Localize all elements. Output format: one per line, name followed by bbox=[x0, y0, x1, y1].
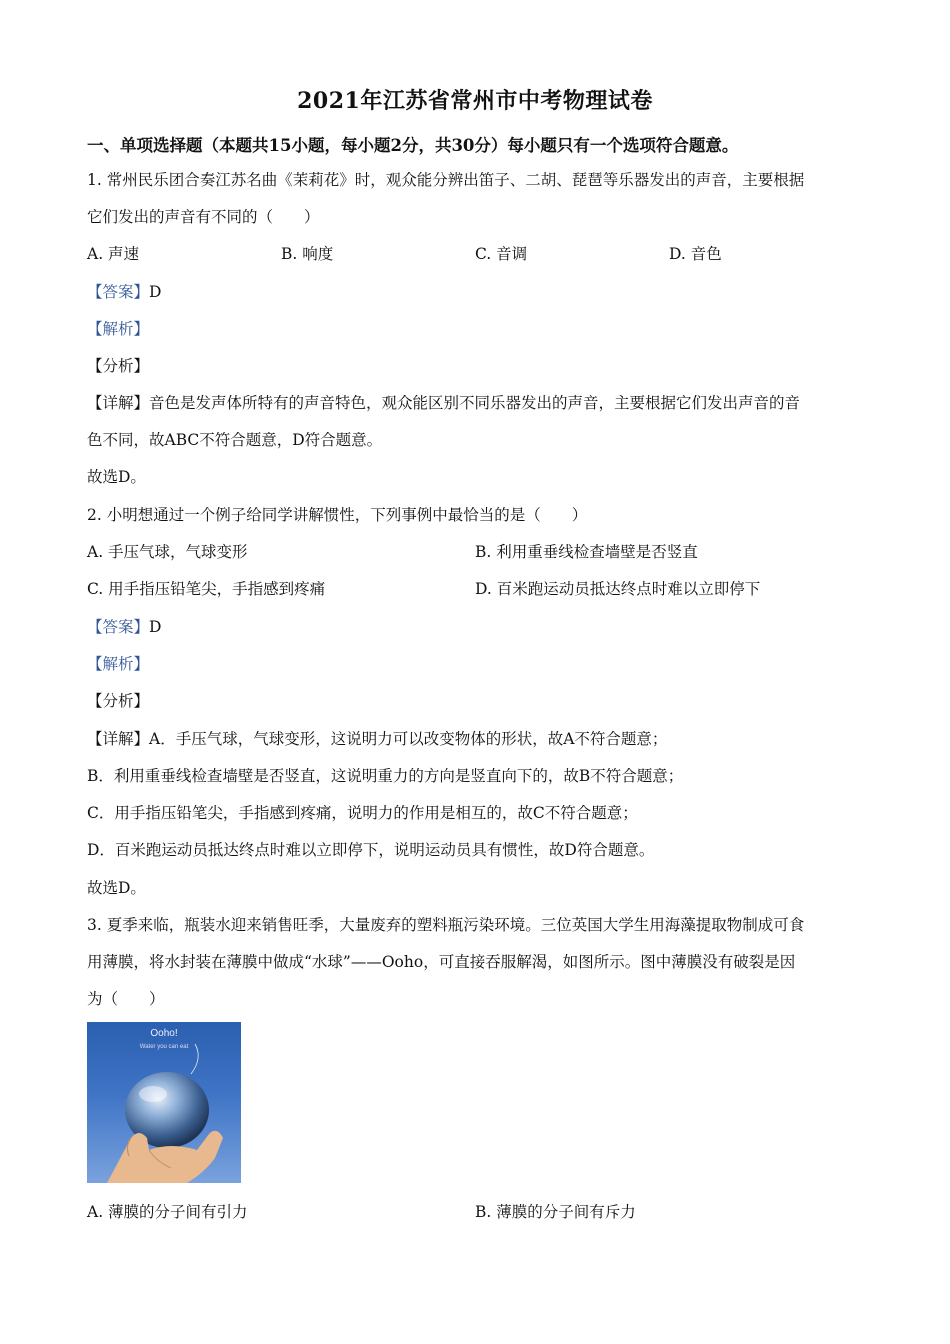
q1-stem-line2: 它们发出的声音有不同的（ ） bbox=[87, 208, 320, 226]
q2-option-d: D. 百米跑运动员抵达终点时难以立即停下 bbox=[475, 580, 761, 598]
water-ball-illustration bbox=[87, 1022, 241, 1183]
q2-analysis-tag: 【解析】 bbox=[87, 655, 150, 673]
q2-option-a: A. 手压气球，气球变形 bbox=[87, 543, 248, 561]
figure-subtitle: Water you can eat bbox=[139, 1044, 189, 1050]
detail-tag: 【详解】 bbox=[87, 394, 150, 412]
q2-stem-line1: 2. 小明想通过一个例子给同学讲解惯性，下列事例中最恰当的是（ ） bbox=[87, 506, 588, 524]
q3-option-a: A. 薄膜的分子间有引力 bbox=[87, 1203, 248, 1221]
section-heading: 一、单项选择题（本题共15小题，每小题2分，共30分）每小题只有一个选项符合题意。 bbox=[87, 136, 739, 155]
q3-stem-line3: 为（ ） bbox=[87, 990, 165, 1008]
answer-tag: 【答案】 bbox=[87, 618, 150, 636]
q2-option-c: C. 用手指压铅笔尖，手指感到疼痛 bbox=[87, 580, 326, 598]
q2-fenxi: 【分析】 bbox=[87, 692, 150, 710]
q2-answer bbox=[87, 617, 161, 637]
q2-detail-line2: B．利用重垂线检查墙壁是否竖直，这说明重力的方向是竖直向下的，故B不符合题意； bbox=[87, 767, 684, 785]
answer-tag: 【答案】 bbox=[87, 283, 150, 301]
detail-text: A．手压气球，气球变形，这说明力可以改变物体的形状，故A不符合题意； bbox=[149, 730, 668, 748]
page-title: 2021年江苏省常州市中考物理试卷 bbox=[297, 88, 653, 114]
answer-value: D bbox=[149, 618, 162, 636]
detail-tag: 【详解】 bbox=[87, 730, 150, 748]
ooho-figure bbox=[87, 1022, 241, 1183]
q3-option-b: B. 薄膜的分子间有斥力 bbox=[475, 1203, 636, 1221]
detail-text: 音色是发声体所特有的声音特色，观众能区别不同乐器发出的声音，主要根据它们发出声音的音 bbox=[149, 394, 801, 412]
figure-title: Ooho! bbox=[150, 1028, 178, 1039]
q1-option-a: A. 声速 bbox=[87, 245, 140, 263]
q1-detail-line1 bbox=[87, 393, 800, 413]
q1-option-b: B. 响度 bbox=[281, 245, 334, 263]
q2-option-b: B. 利用重垂线检查墙壁是否竖直 bbox=[475, 543, 698, 561]
q1-option-d: D. 音色 bbox=[669, 245, 722, 263]
q2-conclusion: 故选D。 bbox=[87, 879, 146, 897]
q1-conclusion: 故选D。 bbox=[87, 468, 146, 486]
q1-option-c: C. 音调 bbox=[475, 245, 528, 263]
q2-detail-line3: C．用手指压铅笔尖，手指感到疼痛，说明力的作用是相互的，故C不符合题意； bbox=[87, 804, 638, 822]
answer-value: D bbox=[149, 283, 162, 301]
q1-answer bbox=[87, 282, 161, 302]
q1-stem-line1: 1. 常州民乐团合奏江苏名曲《茉莉花》时，观众能分辨出笛子、二胡、琵琶等乐器发出的声音，主要根据 bbox=[87, 171, 805, 189]
q2-detail-line4: D．百米跑运动员抵达终点时难以立即停下，说明运动员具有惯性，故D符合题意。 bbox=[87, 841, 655, 859]
q1-analysis-tag: 【解析】 bbox=[87, 320, 150, 338]
q1-detail-line2: 色不同，故ABC不符合题意，D符合题意。 bbox=[87, 431, 383, 449]
q3-stem-line1: 3. 夏季来临，瓶装水迎来销售旺季，大量废弃的塑料瓶污染环境。三位英国大学生用海藻提取物制成可食 bbox=[87, 916, 805, 934]
q3-stem-line2: 用薄膜，将水封装在薄膜中做成“水球”——Ooho，可直接吞服解渴，如图所示。图中薄膜没有破裂是因 bbox=[87, 953, 796, 971]
q1-fenxi: 【分析】 bbox=[87, 357, 150, 375]
q2-detail-line1 bbox=[87, 729, 667, 749]
